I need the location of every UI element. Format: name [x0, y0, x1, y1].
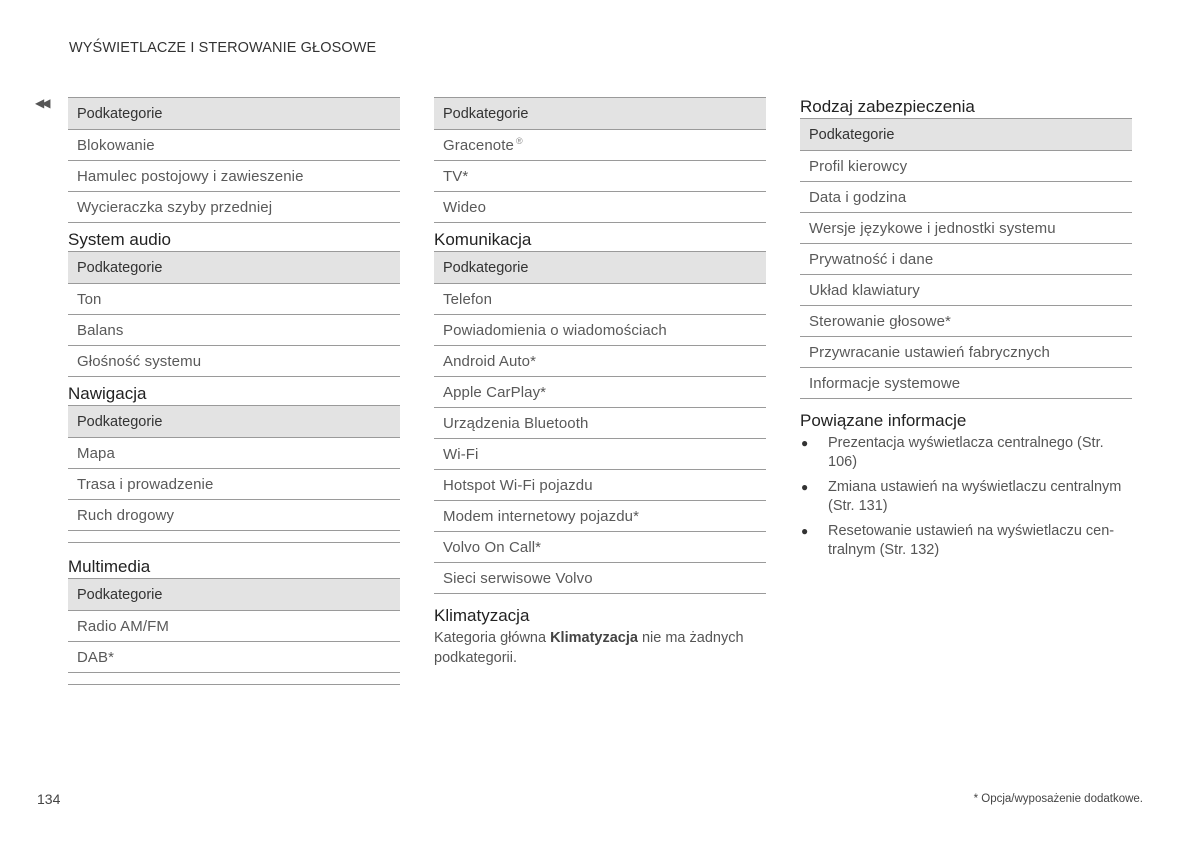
table-header: Podkategorie [68, 98, 400, 130]
list-item: Sieci serwisowe Volvo [434, 563, 766, 594]
table-header: Podkategorie [434, 252, 766, 284]
list-item: TV* [434, 161, 766, 192]
empty-row [68, 531, 400, 543]
registered-mark: ® [515, 136, 523, 146]
page-header: WYŚWIETLACZE I STEROWANIE GŁOSOWE [69, 40, 377, 56]
list-item: Przywracanie ustawień fabrycznych [800, 337, 1132, 368]
table-multimedia [68, 578, 400, 685]
list-item: Radio AM/FM [68, 611, 400, 642]
list-item: Ruch drogowy [68, 500, 400, 531]
column-1 [68, 97, 400, 685]
list-item: Trasa i prowadzenie [68, 469, 400, 500]
section-title-climate: Klimatyzacja [434, 606, 530, 625]
list-item: Profil kierowcy [800, 151, 1132, 182]
table-header: Podkategorie [68, 252, 400, 284]
section-title-related: Powiązane informacje [800, 411, 967, 430]
section-title-communication: Komunikacja [434, 230, 532, 249]
column-2 [434, 97, 766, 668]
footnote: * Opcja/wyposażenie dodatkowe. [973, 793, 1143, 805]
section-title-security: Rodzaj zabezpieczenia [800, 97, 975, 116]
list-item: Hamulec postojowy i zawieszenie [68, 161, 400, 192]
table-navigation [68, 405, 400, 543]
list-item: Data i godzina [800, 182, 1132, 213]
table-header: Podkategorie [800, 119, 1132, 151]
list-item: Mapa [68, 438, 400, 469]
list-item [434, 130, 766, 161]
list-item: Wersje językowe i jednostki systemu [800, 213, 1132, 244]
bullet-icon: ● [801, 436, 809, 450]
list-item: Układ klawiatury [800, 275, 1132, 306]
climate-text-before: Kategoria główna [434, 630, 551, 646]
related-link[interactable] [800, 522, 1128, 560]
table-audio [68, 251, 400, 377]
list-item: Wycieraczka szyby przedniej [68, 192, 400, 223]
table-communication [434, 251, 766, 594]
related-link[interactable] [800, 434, 1128, 472]
list-item: Android Auto* [434, 346, 766, 377]
column-3 [800, 95, 1132, 566]
list-item: Informacje systemowe [800, 368, 1132, 399]
climate-text-bold: Klimatyzacja [550, 630, 638, 646]
related-link[interactable] [800, 478, 1128, 516]
list-item: Powiadomienia o wiadomościach [434, 315, 766, 346]
list-item: Volvo On Call* [434, 532, 766, 563]
gracenote-label: Gracenote [443, 137, 514, 154]
list-item: Głośność systemu [68, 346, 400, 377]
related-link-text[interactable]: Resetowanie ustawień na wyświetlaczu cen-tralnym (Str. 132) [828, 523, 1115, 558]
list-item: Blokowanie [68, 130, 400, 161]
climate-text-after: nie ma żadnych podkategorii. [434, 630, 744, 666]
list-item: Ton [68, 284, 400, 315]
section-title-multimedia: Multimedia [68, 557, 151, 576]
related-link-text[interactable]: Zmiana ustawień na wyświetlaczu centralnym (Str. 131) [828, 479, 1122, 514]
list-item: Hotspot Wi-Fi pojazdu [434, 470, 766, 501]
list-item: Urządzenia Bluetooth [434, 408, 766, 439]
list-item: Sterowanie głosowe* [800, 306, 1132, 337]
bullet-icon: ● [801, 524, 809, 538]
list-item: DAB* [68, 642, 400, 673]
list-item: Balans [68, 315, 400, 346]
table-header: Podkategorie [68, 406, 400, 438]
page-number: 134 [37, 791, 61, 807]
list-item: Wi-Fi [434, 439, 766, 470]
related-links-list [800, 434, 1132, 560]
related-link-text[interactable]: Prezentacja wyświetlacza centralnego (Str. 106) [828, 435, 1104, 470]
section-title-audio: System audio [68, 230, 171, 249]
table-header: Podkategorie [68, 579, 400, 611]
double-triangle-left-icon[interactable]: ◀◀ [35, 96, 48, 110]
list-item: Apple CarPlay* [434, 377, 766, 408]
climate-description [434, 628, 766, 668]
bullet-icon: ● [801, 480, 809, 494]
table-general [68, 97, 400, 223]
section-title-navigation: Nawigacja [68, 384, 147, 403]
empty-row [68, 673, 400, 685]
list-item: Wideo [434, 192, 766, 223]
list-item: Modem internetowy pojazdu* [434, 501, 766, 532]
list-item: Prywatność i dane [800, 244, 1132, 275]
table-security [800, 118, 1132, 399]
table-media [434, 97, 766, 223]
table-header: Podkategorie [434, 98, 766, 130]
list-item: Telefon [434, 284, 766, 315]
